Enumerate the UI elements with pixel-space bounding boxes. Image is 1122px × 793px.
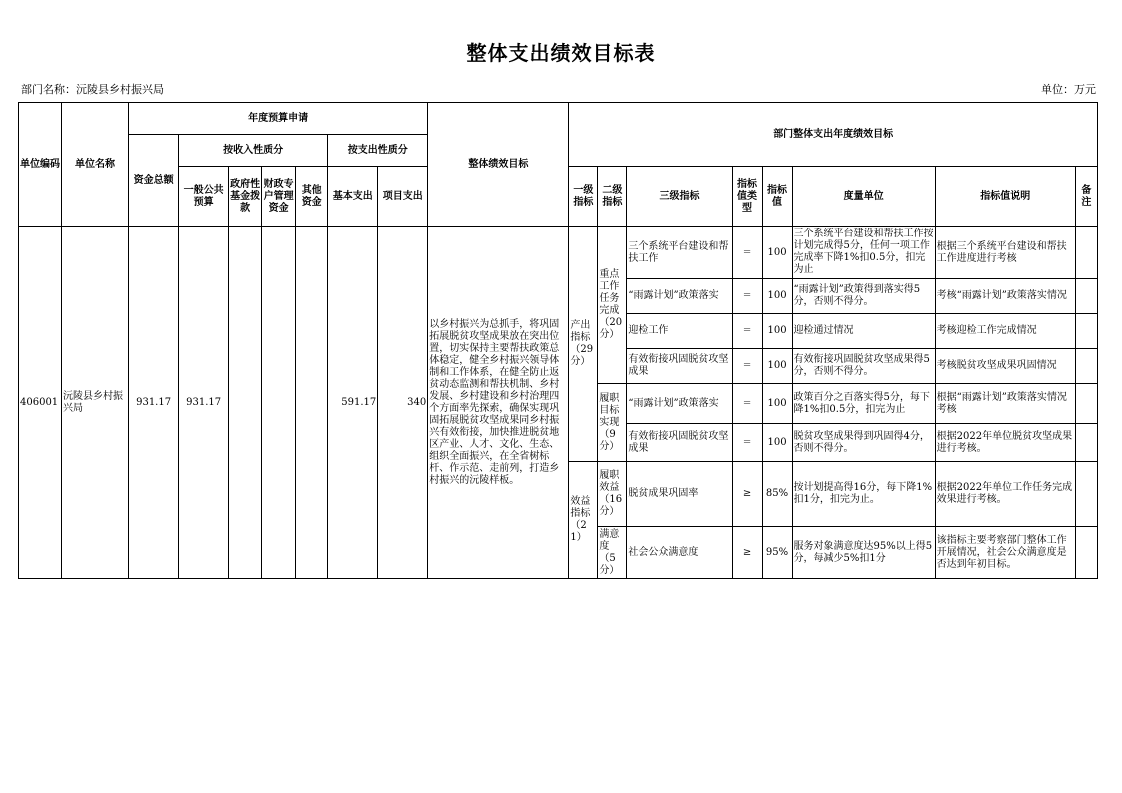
level1-output-cell: 产出指标（29分） — [569, 227, 598, 462]
indicator-name-cell: 迎检工作 — [627, 314, 732, 349]
header-basic-expense: 基本支出 — [328, 167, 378, 227]
header-unit-name: 单位名称 — [62, 103, 129, 227]
indicator-value-cell: 100 — [762, 349, 792, 384]
measure-unit-cell: 有效衔接巩固脱贫攻坚成果得5分，否则不得分。 — [792, 349, 935, 384]
value-desc-cell: 根据“雨露计划”政策落实情况考核 — [935, 384, 1075, 424]
value-type-cell: = — [732, 424, 762, 462]
header-project-expense: 项目支出 — [378, 167, 428, 227]
indicator-value-cell: 100 — [762, 227, 792, 279]
remark-cell — [1075, 279, 1097, 314]
header-general-budget: 一般公共预算 — [179, 167, 229, 227]
indicator-name-cell: 脱贫成果巩固率 — [627, 462, 732, 527]
header-level2: 二级指标 — [598, 167, 627, 227]
indicator-value-cell: 85% — [762, 462, 792, 527]
measure-unit-cell: 迎检通过情况 — [792, 314, 935, 349]
measure-unit-cell: 脱贫攻坚成果得到巩固得4分，否则不得分。 — [792, 424, 935, 462]
other-fund-cell — [296, 227, 328, 579]
indicator-name-cell: “雨露计划”政策落实 — [627, 279, 732, 314]
value-type-cell: = — [732, 349, 762, 384]
department-name: 部门名称：沅陵县乡村振兴局 — [21, 83, 164, 96]
header-gov-fund: 政府性基金拨款 — [229, 167, 262, 227]
unit-name-cell: 沅陵县乡村振兴局 — [62, 227, 129, 579]
value-type-cell: = — [732, 384, 762, 424]
value-type-cell: ≥ — [732, 527, 762, 579]
measure-unit-cell: “雨露计划”政策得到落实得5分，否则不得分。 — [792, 279, 935, 314]
remark-cell — [1075, 424, 1097, 462]
header-overall-goal: 整体绩效目标 — [428, 103, 569, 227]
measure-unit-cell — [792, 227, 935, 279]
header-value: 指标值 — [762, 167, 792, 227]
value-desc-cell: 根据2022年单位脱贫攻坚成果进行考核。 — [935, 424, 1075, 462]
value-type-cell: = — [732, 227, 762, 279]
indicator-value-cell: 100 — [762, 384, 792, 424]
project-expense-cell: 340 — [378, 227, 428, 579]
value-type-cell: = — [732, 314, 762, 349]
value-type-cell: = — [732, 279, 762, 314]
gov-fund-cell — [229, 227, 262, 579]
header-by-income: 按收入性质分 — [179, 135, 328, 167]
indicator-name-cell: 有效衔接巩固脱贫攻坚成果 — [627, 349, 732, 384]
indicator-value-cell: 100 — [762, 314, 792, 349]
value-desc-cell: 考核脱贫攻坚成果巩固情况 — [935, 349, 1075, 384]
value-desc-cell: 根据2022年单位工作任务完成效果进行考核。 — [935, 462, 1075, 527]
unit-code-cell: 406001 — [19, 227, 62, 579]
header-total-funds: 资金总额 — [129, 135, 179, 227]
measure-unit-cell: 政策百分之百落实得5分，每下降1%扣0.5分，扣完为止 — [792, 384, 935, 424]
value-type-cell: ≥ — [732, 462, 762, 527]
header-by-expense: 按支出性质分 — [328, 135, 428, 167]
measure-unit-cell: 服务对象满意度达95%以上得5分，每减少5%扣1分 — [792, 527, 935, 579]
value-desc-cell: 考核迎检工作完成情况 — [935, 314, 1075, 349]
header-annual-budget: 年度预算申请 — [129, 103, 428, 135]
header-value-type: 指标值类型 — [732, 167, 762, 227]
indicator-value-cell: 100 — [762, 424, 792, 462]
measure-unit-text: 三个系统平台建设和帮扶工作按计划完成得5分，任何一项工作完成率下降1%扣0.5分，扣完为止 — [793, 227, 934, 275]
remark-cell — [1075, 462, 1097, 527]
indicator-name-cell: “雨露计划”政策落实 — [627, 384, 732, 424]
level2-key-tasks-cell: 重点工作任务完成（20分） — [598, 227, 627, 384]
level2-duty-benefit-cell: 履职效益（16分） — [598, 462, 627, 527]
indicator-name-cell: 有效衔接巩固脱贫攻坚成果 — [627, 424, 732, 462]
page-title: 整体支出绩效目标表 — [466, 41, 656, 65]
indicator-value-cell: 100 — [762, 279, 792, 314]
overall-goal-cell: 以乡村振兴为总抓手，将巩固拓展脱贫攻坚成果放在突出位置，切实保持主要帮扶政策总体稳定，健全乡村振兴领导体制和工作体系，在健全防止返贫动态监测和帮扶机制、乡村发展、乡村建设和乡村治理四个方面率先探索，确保实现巩固拓展脱贫攻坚成果同乡村振兴有效衔接，加快推进脱贫地区产业、人才、文化、生态、组织全面振兴，在全省树标杆、作示范、走前列，打造乡村振兴的沅陵样板。 — [428, 227, 569, 579]
level2-satisfaction-cell: 满意度（5分） — [598, 527, 627, 579]
total-funds-cell: 931.17 — [129, 227, 179, 579]
level2-duty-cell: 履职目标实现（9分） — [598, 384, 627, 462]
header-remark: 备注 — [1075, 167, 1097, 227]
special-fund-cell — [262, 227, 296, 579]
currency-unit: 单位：万元 — [1041, 83, 1096, 96]
remark-cell — [1075, 227, 1097, 279]
header-value-desc: 指标值说明 — [935, 167, 1075, 227]
header-other-fund: 其他资金 — [296, 167, 328, 227]
indicator-name-cell: 社会公众满意度 — [627, 527, 732, 579]
basic-expense-cell: 591.17 — [328, 227, 378, 579]
header-measure-unit: 度量单位 — [792, 167, 935, 227]
level1-benefit-cell: 效益指标（21） — [569, 462, 598, 579]
measure-unit-cell: 按计划提高得16分，每下降1%扣1分，扣完为止。 — [792, 462, 935, 527]
header-dept-goal: 部门整体支出年度绩效目标 — [569, 103, 1098, 167]
value-desc-cell: 考核“雨露计划”政策落实情况 — [935, 279, 1075, 314]
value-desc-cell: 该指标主要考察部门整体工作开展情况，社会公众满意度是否达到年初目标。 — [935, 527, 1075, 579]
remark-cell — [1075, 314, 1097, 349]
value-desc-cell: 根据三个系统平台建设和帮扶工作进度进行考核 — [935, 227, 1075, 279]
indicator-value-cell: 95% — [762, 527, 792, 579]
header-special-fund: 财政专户管理资金 — [262, 167, 296, 227]
indicator-name-cell: 三个系统平台建设和帮扶工作 — [627, 227, 732, 279]
header-level1: 一级指标 — [569, 167, 598, 227]
header-level3: 三级指标 — [627, 167, 732, 227]
performance-table — [18, 102, 1098, 579]
remark-cell — [1075, 384, 1097, 424]
general-budget-cell: 931.17 — [179, 227, 229, 579]
remark-cell — [1075, 527, 1097, 579]
header-unit-code: 单位编码 — [19, 103, 62, 227]
remark-cell — [1075, 349, 1097, 384]
